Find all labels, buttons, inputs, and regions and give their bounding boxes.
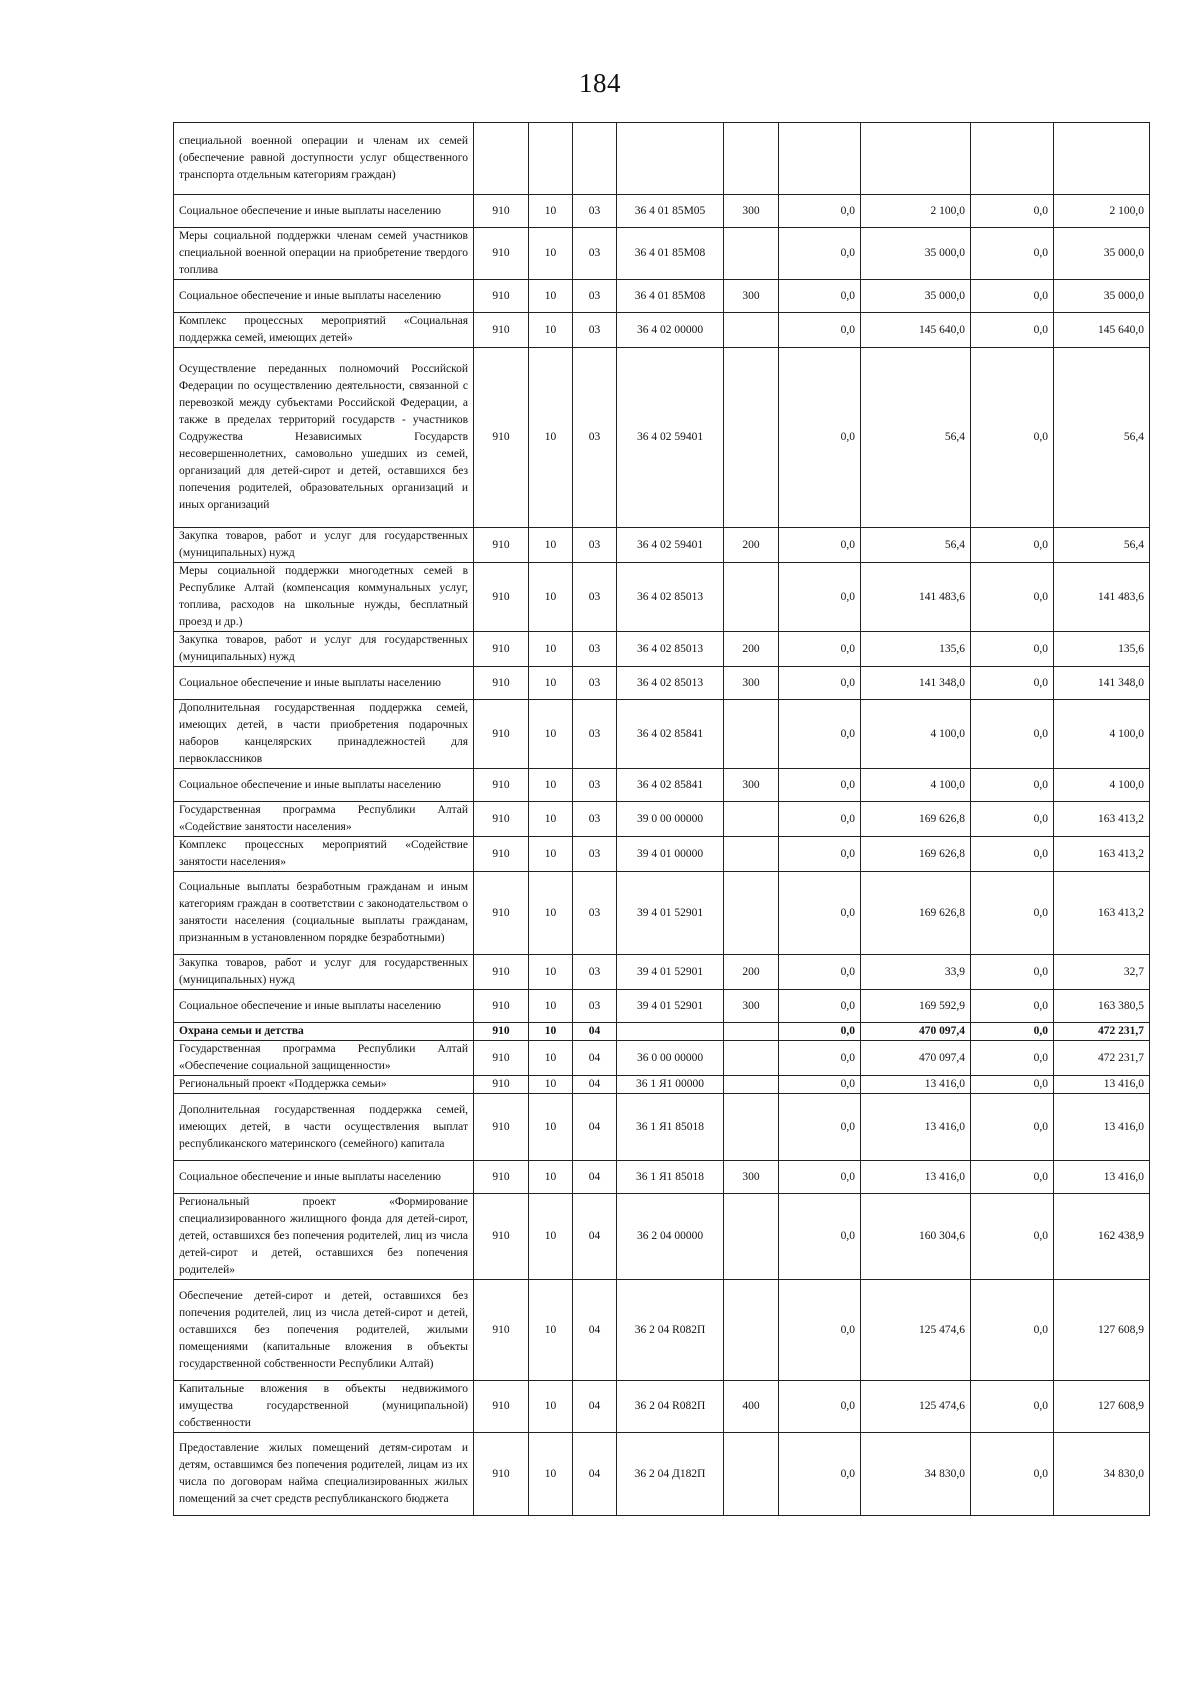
cell-sum3: 0,0 — [971, 955, 1054, 990]
cell-vr: 300 — [724, 769, 779, 802]
cell-csr: 39 4 01 00000 — [617, 837, 724, 872]
cell-name: Комплекс процессных мероприятий «Содействие занятости населения» — [174, 837, 474, 872]
cell-pr: 04 — [573, 1161, 617, 1194]
table-row — [174, 1381, 1150, 1433]
cell-sum4: 141 348,0 — [1054, 667, 1150, 700]
cell-pr: 03 — [573, 769, 617, 802]
cell-pr: 03 — [573, 872, 617, 955]
cell-sum1: 0,0 — [779, 872, 861, 955]
cell-adm: 910 — [474, 955, 529, 990]
cell-sum2: 169 626,8 — [861, 837, 971, 872]
cell-sum1: 0,0 — [779, 563, 861, 632]
cell-adm: 910 — [474, 769, 529, 802]
cell-sum1: 0,0 — [779, 1280, 861, 1381]
cell-name: Закупка товаров, работ и услуг для государственных (муниципальных) нужд — [174, 955, 474, 990]
table-row — [174, 837, 1150, 872]
cell-adm: 910 — [474, 1433, 529, 1516]
cell-vr — [724, 1094, 779, 1161]
cell-vr — [724, 123, 779, 195]
cell-vr: 400 — [724, 1381, 779, 1433]
cell-sum3: 0,0 — [971, 990, 1054, 1023]
cell-rz: 10 — [529, 1433, 573, 1516]
cell-csr: 36 4 01 85М08 — [617, 280, 724, 313]
cell-vr — [724, 700, 779, 769]
cell-csr: 39 4 01 52901 — [617, 990, 724, 1023]
cell-sum4: 13 416,0 — [1054, 1076, 1150, 1094]
cell-sum4: 162 438,9 — [1054, 1194, 1150, 1280]
cell-sum3: 0,0 — [971, 313, 1054, 348]
cell-name: Капитальные вложения в объекты недвижимого имущества государственной (муниципальной) собственности — [174, 1381, 474, 1433]
cell-sum3: 0,0 — [971, 632, 1054, 667]
cell-adm: 910 — [474, 195, 529, 228]
cell-sum2: 135,6 — [861, 632, 971, 667]
cell-adm: 910 — [474, 1280, 529, 1381]
cell-rz: 10 — [529, 348, 573, 528]
cell-sum3: 0,0 — [971, 1041, 1054, 1076]
table-row — [174, 769, 1150, 802]
table-row — [174, 1041, 1150, 1076]
cell-vr — [724, 872, 779, 955]
table-row — [174, 1161, 1150, 1194]
cell-sum2: 13 416,0 — [861, 1094, 971, 1161]
cell-sum4: 35 000,0 — [1054, 280, 1150, 313]
cell-sum2: 125 474,6 — [861, 1280, 971, 1381]
cell-sum3: 0,0 — [971, 1194, 1054, 1280]
cell-pr: 04 — [573, 1041, 617, 1076]
cell-sum4: 163 380,5 — [1054, 990, 1150, 1023]
cell-rz: 10 — [529, 1381, 573, 1433]
cell-name: Социальное обеспечение и иные выплаты населению — [174, 280, 474, 313]
cell-name: Охрана семьи и детства — [174, 1023, 474, 1041]
cell-sum3: 0,0 — [971, 1433, 1054, 1516]
cell-name: Региональный проект «Поддержка семьи» — [174, 1076, 474, 1094]
cell-sum2: 4 100,0 — [861, 700, 971, 769]
cell-sum4: 472 231,7 — [1054, 1023, 1150, 1041]
cell-rz: 10 — [529, 313, 573, 348]
table-row — [174, 1194, 1150, 1280]
cell-sum1: 0,0 — [779, 700, 861, 769]
cell-sum2: 35 000,0 — [861, 228, 971, 280]
cell-adm: 910 — [474, 1023, 529, 1041]
cell-csr: 36 2 04 00000 — [617, 1194, 724, 1280]
cell-vr: 300 — [724, 195, 779, 228]
cell-pr: 04 — [573, 1094, 617, 1161]
cell-name: Дополнительная государственная поддержка семей, имеющих детей, в части приобретения подарочных наборов канцелярских принадлежностей для первоклассников — [174, 700, 474, 769]
cell-sum1: 0,0 — [779, 1381, 861, 1433]
table-row — [174, 1433, 1150, 1516]
cell-sum4: 163 413,2 — [1054, 872, 1150, 955]
cell-csr: 36 4 02 85013 — [617, 667, 724, 700]
cell-rz: 10 — [529, 769, 573, 802]
cell-adm: 910 — [474, 1094, 529, 1161]
cell-sum2: 470 097,4 — [861, 1023, 971, 1041]
table-row — [174, 228, 1150, 280]
cell-adm: 910 — [474, 802, 529, 837]
cell-pr: 04 — [573, 1076, 617, 1094]
cell-pr: 03 — [573, 802, 617, 837]
cell-rz: 10 — [529, 632, 573, 667]
cell-sum3: 0,0 — [971, 1280, 1054, 1381]
cell-sum1 — [779, 123, 861, 195]
cell-name: специальной военной операции и членам их семей (обеспечение равной доступности услуг общественного транспорта отдельным категориям граждан) — [174, 123, 474, 195]
cell-sum3: 0,0 — [971, 872, 1054, 955]
cell-name: Социальное обеспечение и иные выплаты населению — [174, 195, 474, 228]
cell-name: Социальные выплаты безработным гражданам и иным категориям граждан в соответствии с законодательством о занятости населения (социальные выплаты гражданам, признанным в установленном порядке безработными) — [174, 872, 474, 955]
cell-rz: 10 — [529, 955, 573, 990]
table-row — [174, 872, 1150, 955]
cell-pr: 03 — [573, 563, 617, 632]
cell-name: Меры социальной поддержки многодетных семей в Республике Алтай (компенсация коммунальных услуг, топлива, расходов на школьные нужды, бесплатный проезд и др.) — [174, 563, 474, 632]
cell-sum1: 0,0 — [779, 348, 861, 528]
cell-sum3 — [971, 123, 1054, 195]
cell-csr: 36 4 02 85013 — [617, 632, 724, 667]
cell-vr — [724, 563, 779, 632]
cell-csr: 36 1 Я1 85018 — [617, 1094, 724, 1161]
cell-sum2: 35 000,0 — [861, 280, 971, 313]
cell-pr: 03 — [573, 837, 617, 872]
cell-sum3: 0,0 — [971, 1023, 1054, 1041]
cell-sum2: 56,4 — [861, 348, 971, 528]
cell-sum2: 141 348,0 — [861, 667, 971, 700]
cell-csr: 36 2 04 Д182П — [617, 1433, 724, 1516]
cell-sum1: 0,0 — [779, 228, 861, 280]
cell-sum3: 0,0 — [971, 1161, 1054, 1194]
cell-sum3: 0,0 — [971, 1094, 1054, 1161]
cell-sum4: 35 000,0 — [1054, 228, 1150, 280]
cell-sum3: 0,0 — [971, 1381, 1054, 1433]
table-row — [174, 563, 1150, 632]
cell-pr: 03 — [573, 700, 617, 769]
cell-sum2: 33,9 — [861, 955, 971, 990]
cell-sum3: 0,0 — [971, 667, 1054, 700]
cell-pr: 03 — [573, 313, 617, 348]
cell-pr: 03 — [573, 667, 617, 700]
cell-rz: 10 — [529, 1161, 573, 1194]
cell-adm: 910 — [474, 1381, 529, 1433]
cell-csr: 39 4 01 52901 — [617, 872, 724, 955]
cell-pr: 03 — [573, 280, 617, 313]
cell-csr: 36 4 01 85М05 — [617, 195, 724, 228]
cell-name: Социальное обеспечение и иные выплаты населению — [174, 990, 474, 1023]
cell-rz: 10 — [529, 1023, 573, 1041]
cell-csr: 36 1 Я1 85018 — [617, 1161, 724, 1194]
cell-name: Осуществление переданных полномочий Российской Федерации по осуществлению деятельности, связанной с перевозкой между субъектами Российской Федерации, а также в пределах территорий государств - участников Содружества Независимых Государств несовершеннолетних, самовольно ушедших из семей, организаций для детей-сирот и детей, оставшихся без попечения родителей, образовательных организаций и иных организаций — [174, 348, 474, 528]
table-row — [174, 528, 1150, 563]
cell-sum3: 0,0 — [971, 280, 1054, 313]
cell-pr: 04 — [573, 1194, 617, 1280]
cell-rz: 10 — [529, 667, 573, 700]
table-row — [174, 1280, 1150, 1381]
cell-adm: 910 — [474, 228, 529, 280]
cell-sum4: 13 416,0 — [1054, 1094, 1150, 1161]
cell-vr: 200 — [724, 955, 779, 990]
cell-name: Социальное обеспечение и иные выплаты населению — [174, 769, 474, 802]
cell-vr: 200 — [724, 528, 779, 563]
cell-pr: 03 — [573, 228, 617, 280]
cell-pr: 03 — [573, 195, 617, 228]
cell-vr — [724, 1280, 779, 1381]
cell-sum4: 4 100,0 — [1054, 700, 1150, 769]
cell-sum1: 0,0 — [779, 280, 861, 313]
cell-sum2: 160 304,6 — [861, 1194, 971, 1280]
cell-sum3: 0,0 — [971, 348, 1054, 528]
cell-sum3: 0,0 — [971, 837, 1054, 872]
table-row — [174, 1076, 1150, 1094]
cell-sum2: 145 640,0 — [861, 313, 971, 348]
cell-sum2: 169 626,8 — [861, 872, 971, 955]
cell-name: Региональный проект «Формирование специализированного жилищного фонда для детей-сирот, детей, оставшихся без попечения родителей, лиц из числа детей-сирот и детей, оставшихся без попечения родителей» — [174, 1194, 474, 1280]
cell-sum4: 163 413,2 — [1054, 802, 1150, 837]
cell-name: Закупка товаров, работ и услуг для государственных (муниципальных) нужд — [174, 632, 474, 667]
cell-sum2: 13 416,0 — [861, 1076, 971, 1094]
cell-sum4: 32,7 — [1054, 955, 1150, 990]
cell-sum1: 0,0 — [779, 955, 861, 990]
cell-sum1: 0,0 — [779, 1023, 861, 1041]
table-row — [174, 123, 1150, 195]
cell-sum1: 0,0 — [779, 1076, 861, 1094]
cell-csr: 39 0 00 00000 — [617, 802, 724, 837]
table-row — [174, 667, 1150, 700]
cell-rz: 10 — [529, 1194, 573, 1280]
cell-sum4: 4 100,0 — [1054, 769, 1150, 802]
cell-sum1: 0,0 — [779, 313, 861, 348]
cell-rz: 10 — [529, 563, 573, 632]
cell-sum2: 2 100,0 — [861, 195, 971, 228]
cell-name: Социальное обеспечение и иные выплаты населению — [174, 667, 474, 700]
cell-name: Государственная программа Республики Алтай «Обеспечение социальной защищенности» — [174, 1041, 474, 1076]
cell-rz: 10 — [529, 228, 573, 280]
cell-vr: 200 — [724, 632, 779, 667]
cell-adm: 910 — [474, 528, 529, 563]
table-row — [174, 348, 1150, 528]
cell-sum2: 56,4 — [861, 528, 971, 563]
cell-sum2: 141 483,6 — [861, 563, 971, 632]
cell-csr: 36 2 04 R082П — [617, 1381, 724, 1433]
cell-name: Комплекс процессных мероприятий «Социальная поддержка семей, имеющих детей» — [174, 313, 474, 348]
cell-rz: 10 — [529, 990, 573, 1023]
cell-rz: 10 — [529, 195, 573, 228]
cell-adm: 910 — [474, 563, 529, 632]
cell-vr — [724, 1194, 779, 1280]
cell-name: Предоставление жилых помещений детям-сиротам и детям, оставшимся без попечения родителей, лицам из их числа по договорам найма специализированных жилых помещений за счет средств республиканского бюджета — [174, 1433, 474, 1516]
cell-rz: 10 — [529, 872, 573, 955]
cell-adm: 910 — [474, 990, 529, 1023]
table-row — [174, 195, 1150, 228]
cell-rz: 10 — [529, 280, 573, 313]
cell-sum3: 0,0 — [971, 769, 1054, 802]
cell-vr: 300 — [724, 990, 779, 1023]
cell-vr: 300 — [724, 667, 779, 700]
cell-sum3: 0,0 — [971, 700, 1054, 769]
cell-rz: 10 — [529, 700, 573, 769]
cell-sum3: 0,0 — [971, 528, 1054, 563]
cell-adm: 910 — [474, 348, 529, 528]
table-row — [174, 990, 1150, 1023]
cell-adm: 910 — [474, 872, 529, 955]
cell-vr — [724, 228, 779, 280]
cell-adm: 910 — [474, 700, 529, 769]
cell-sum3: 0,0 — [971, 802, 1054, 837]
cell-sum2: 13 416,0 — [861, 1161, 971, 1194]
cell-vr — [724, 802, 779, 837]
table-row — [174, 955, 1150, 990]
cell-adm: 910 — [474, 313, 529, 348]
cell-name: Закупка товаров, работ и услуг для государственных (муниципальных) нужд — [174, 528, 474, 563]
cell-sum1: 0,0 — [779, 1194, 861, 1280]
cell-pr: 04 — [573, 1433, 617, 1516]
cell-rz: 10 — [529, 837, 573, 872]
cell-vr — [724, 837, 779, 872]
page-number: 184 — [579, 68, 621, 98]
cell-name: Дополнительная государственная поддержка семей, имеющих детей, в части осуществления выплат республиканского материнского (семейного) капитала — [174, 1094, 474, 1161]
cell-rz: 10 — [529, 1041, 573, 1076]
cell-sum4: 163 413,2 — [1054, 837, 1150, 872]
cell-sum2: 125 474,6 — [861, 1381, 971, 1433]
cell-csr: 36 0 00 00000 — [617, 1041, 724, 1076]
cell-sum1: 0,0 — [779, 837, 861, 872]
table-body — [174, 123, 1150, 1516]
cell-sum4: 141 483,6 — [1054, 563, 1150, 632]
cell-pr: 03 — [573, 348, 617, 528]
cell-csr: 36 4 02 85013 — [617, 563, 724, 632]
cell-csr: 36 4 02 59401 — [617, 348, 724, 528]
cell-sum1: 0,0 — [779, 528, 861, 563]
cell-vr — [724, 348, 779, 528]
cell-adm: 910 — [474, 1194, 529, 1280]
cell-csr: 36 4 02 85841 — [617, 700, 724, 769]
cell-sum4: 56,4 — [1054, 528, 1150, 563]
cell-sum2: 470 097,4 — [861, 1041, 971, 1076]
cell-rz: 10 — [529, 528, 573, 563]
cell-csr — [617, 123, 724, 195]
cell-sum4: 145 640,0 — [1054, 313, 1150, 348]
cell-vr — [724, 1023, 779, 1041]
table-row — [174, 280, 1150, 313]
cell-csr: 36 4 02 00000 — [617, 313, 724, 348]
cell-pr: 04 — [573, 1280, 617, 1381]
cell-pr: 04 — [573, 1381, 617, 1433]
cell-csr: 36 4 01 85М08 — [617, 228, 724, 280]
cell-csr: 36 1 Я1 00000 — [617, 1076, 724, 1094]
cell-name: Государственная программа Республики Алтай «Содействие занятости населения» — [174, 802, 474, 837]
cell-csr: 39 4 01 52901 — [617, 955, 724, 990]
cell-sum1: 0,0 — [779, 802, 861, 837]
cell-sum3: 0,0 — [971, 1076, 1054, 1094]
cell-csr: 36 2 04 R082П — [617, 1280, 724, 1381]
cell-rz: 10 — [529, 1280, 573, 1381]
table-row — [174, 1094, 1150, 1161]
cell-sum4: 56,4 — [1054, 348, 1150, 528]
cell-sum4: 472 231,7 — [1054, 1041, 1150, 1076]
cell-name: Обеспечение детей-сирот и детей, оставшихся без попечения родителей, лиц из числа детей-сирот и детей, оставшихся без попечения родителей, жилыми помещениями (капитальные вложения в объекты государственной собственности Республики Алтай) — [174, 1280, 474, 1381]
cell-csr: 36 4 02 59401 — [617, 528, 724, 563]
cell-vr — [724, 1433, 779, 1516]
cell-sum1: 0,0 — [779, 195, 861, 228]
cell-sum4: 127 608,9 — [1054, 1280, 1150, 1381]
cell-pr: 03 — [573, 955, 617, 990]
cell-csr — [617, 1023, 724, 1041]
cell-sum3: 0,0 — [971, 195, 1054, 228]
cell-sum1: 0,0 — [779, 1161, 861, 1194]
cell-sum2 — [861, 123, 971, 195]
cell-sum3: 0,0 — [971, 563, 1054, 632]
cell-adm: 910 — [474, 837, 529, 872]
cell-pr: 03 — [573, 990, 617, 1023]
cell-sum4 — [1054, 123, 1150, 195]
cell-rz: 10 — [529, 802, 573, 837]
cell-adm: 910 — [474, 1161, 529, 1194]
cell-pr — [573, 123, 617, 195]
cell-rz — [529, 123, 573, 195]
cell-sum2: 169 626,8 — [861, 802, 971, 837]
cell-adm: 910 — [474, 1076, 529, 1094]
cell-vr — [724, 1076, 779, 1094]
cell-sum1: 0,0 — [779, 632, 861, 667]
cell-vr: 300 — [724, 1161, 779, 1194]
table-row — [174, 313, 1150, 348]
cell-name: Социальное обеспечение и иные выплаты населению — [174, 1161, 474, 1194]
cell-pr: 03 — [573, 632, 617, 667]
cell-sum1: 0,0 — [779, 1433, 861, 1516]
cell-rz: 10 — [529, 1076, 573, 1094]
cell-adm: 910 — [474, 632, 529, 667]
cell-sum1: 0,0 — [779, 667, 861, 700]
cell-sum4: 34 830,0 — [1054, 1433, 1150, 1516]
table-row — [174, 1023, 1150, 1041]
cell-sum2: 34 830,0 — [861, 1433, 971, 1516]
cell-vr: 300 — [724, 280, 779, 313]
cell-adm: 910 — [474, 280, 529, 313]
cell-sum4: 13 416,0 — [1054, 1161, 1150, 1194]
cell-name: Меры социальной поддержки членам семей участников специальной военной операции на приобретение твердого топлива — [174, 228, 474, 280]
budget-table — [173, 122, 1150, 1516]
cell-rz: 10 — [529, 1094, 573, 1161]
table-row — [174, 802, 1150, 837]
cell-vr — [724, 313, 779, 348]
cell-sum3: 0,0 — [971, 228, 1054, 280]
cell-sum1: 0,0 — [779, 1094, 861, 1161]
cell-sum1: 0,0 — [779, 990, 861, 1023]
cell-pr: 03 — [573, 528, 617, 563]
cell-pr: 04 — [573, 1023, 617, 1041]
table-row — [174, 700, 1150, 769]
cell-adm: 910 — [474, 1041, 529, 1076]
cell-sum4: 135,6 — [1054, 632, 1150, 667]
cell-sum2: 169 592,9 — [861, 990, 971, 1023]
cell-sum1: 0,0 — [779, 1041, 861, 1076]
cell-sum4: 127 608,9 — [1054, 1381, 1150, 1433]
table-row — [174, 632, 1150, 667]
cell-vr — [724, 1041, 779, 1076]
cell-sum4: 2 100,0 — [1054, 195, 1150, 228]
cell-sum1: 0,0 — [779, 769, 861, 802]
cell-adm — [474, 123, 529, 195]
cell-csr: 36 4 02 85841 — [617, 769, 724, 802]
cell-sum2: 4 100,0 — [861, 769, 971, 802]
cell-adm: 910 — [474, 667, 529, 700]
